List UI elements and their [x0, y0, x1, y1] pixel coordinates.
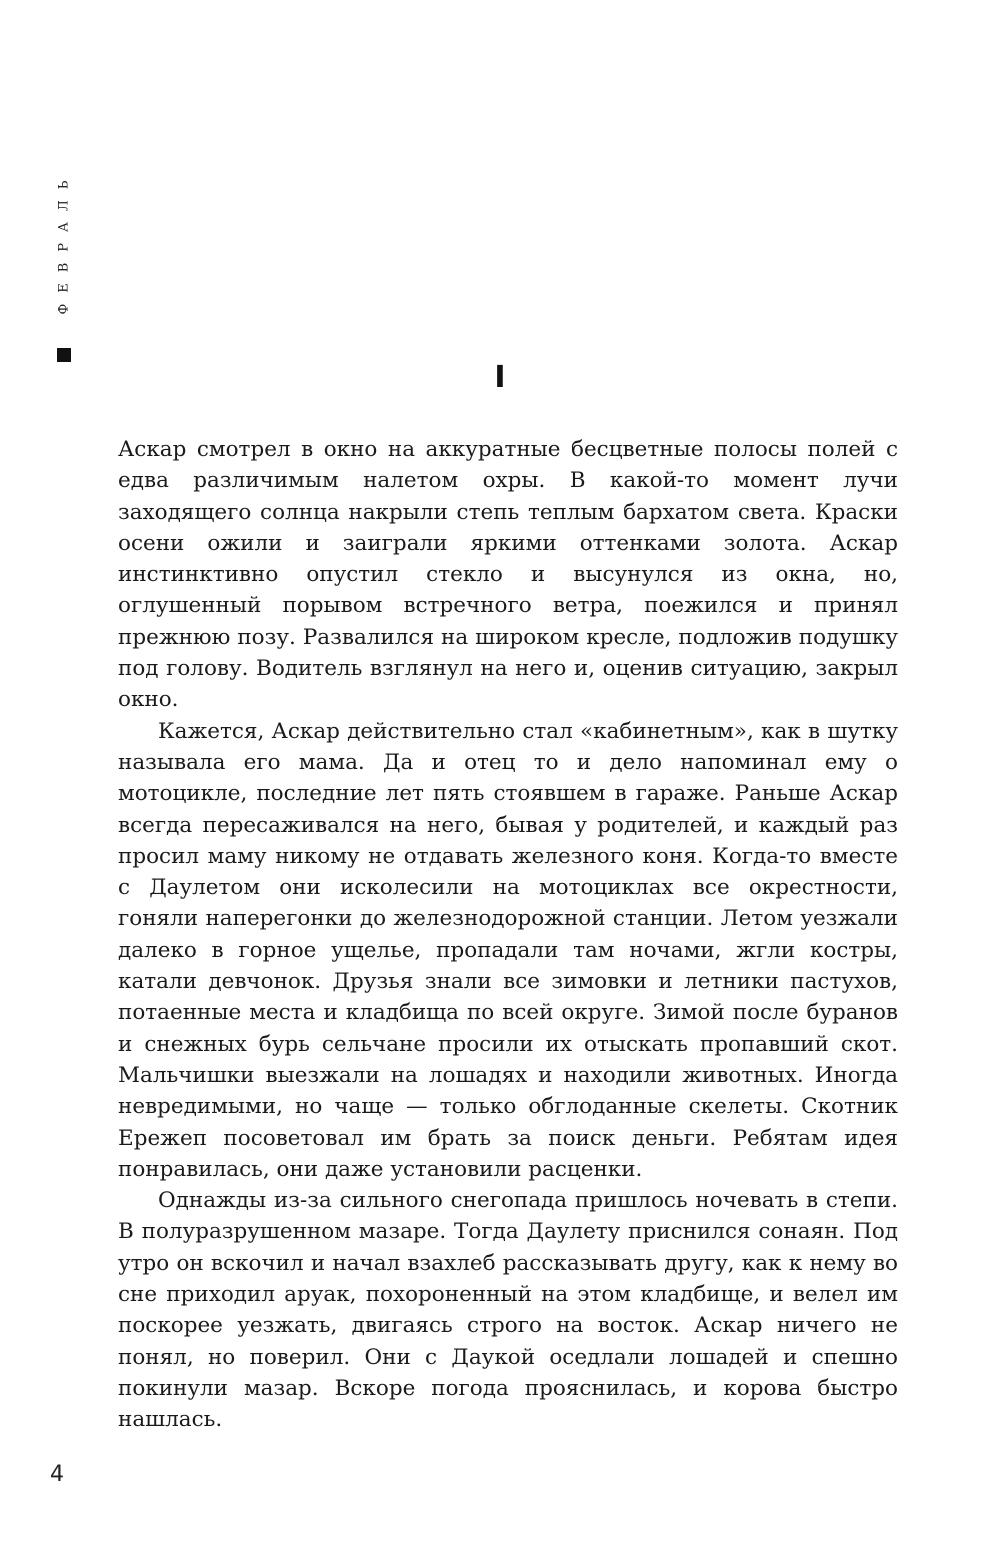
section-title: ФЕВРАЛЬ	[56, 169, 72, 315]
body-text	[118, 434, 898, 1436]
page-number: 4	[50, 1462, 64, 1487]
paragraph: Однажды из-за сильного снегопада пришлось ночевать в степи. В полуразрушенном мазаре. Тогда Даулету приснился сонаян. Под утро он вскочил и начал взахлеб рассказывать другу, как к нему во сне приходил аруак, похороненный на этом кладбище, и велел им поскорее уезжать, двигаясь строго на восток. Аскар ничего не понял, но поверил. Они с Даукой оседлали лошадей и спешно покинули мазар. Вскоре погода прояснилась, и корова быстро нашлась.	[118, 1188, 898, 1433]
chapter-number: I	[494, 360, 506, 395]
running-header	[44, 150, 84, 380]
paragraph: Аскар смотрел в окно на аккуратные бесцветные полосы полей с едва различимым налетом охры. В какой-то момент лучи заходящего солнца накрыли степь теплым бархатом света. Краски осени ожили и заиграли яркими оттенками золота. Аскар инстинктивно опустил стекло и высунулся из окна, но, оглушенный порывом встречного ветра, поежился и принял прежнюю позу. Развалился на широком кресле, подложив подушку под голову. Водитель взглянул на него и, оценив ситуацию, закрыл окно.	[118, 437, 898, 713]
paragraph: Кажется, Аскар действительно стал «кабинетным», как в шутку называла его мама. Да и отец то и дело напоминал ему о мотоцикле, последние лет пять стоявшем в гараже. Раньше Аскар всегда пересаживался на него, бывая у родителей, и каждый раз просил маму никому не отдавать железного коня. Когда-то вместе с Даулетом они исколесили на мотоциклах все окрестности, гоняли наперегонки до железнодорожной станции. Летом уезжали далеко в горное ущелье, пропадали там ночами, жгли костры, катали девчонок. Друзья знали все зимовки и летники пастухов, потаенные места и кладбища по всей округе. Зимой после буранов и снежных бурь сельчане просили их отыскать пропавший скот. Мальчишки выезжали на лошадях и находили животных. Иногда невредимыми, но чаще — только обглоданные скелеты. Скотник Ережеп посоветовал им брать за поиск деньги. Ребятам идея понравилась, они даже установили расценки.	[118, 718, 898, 1182]
